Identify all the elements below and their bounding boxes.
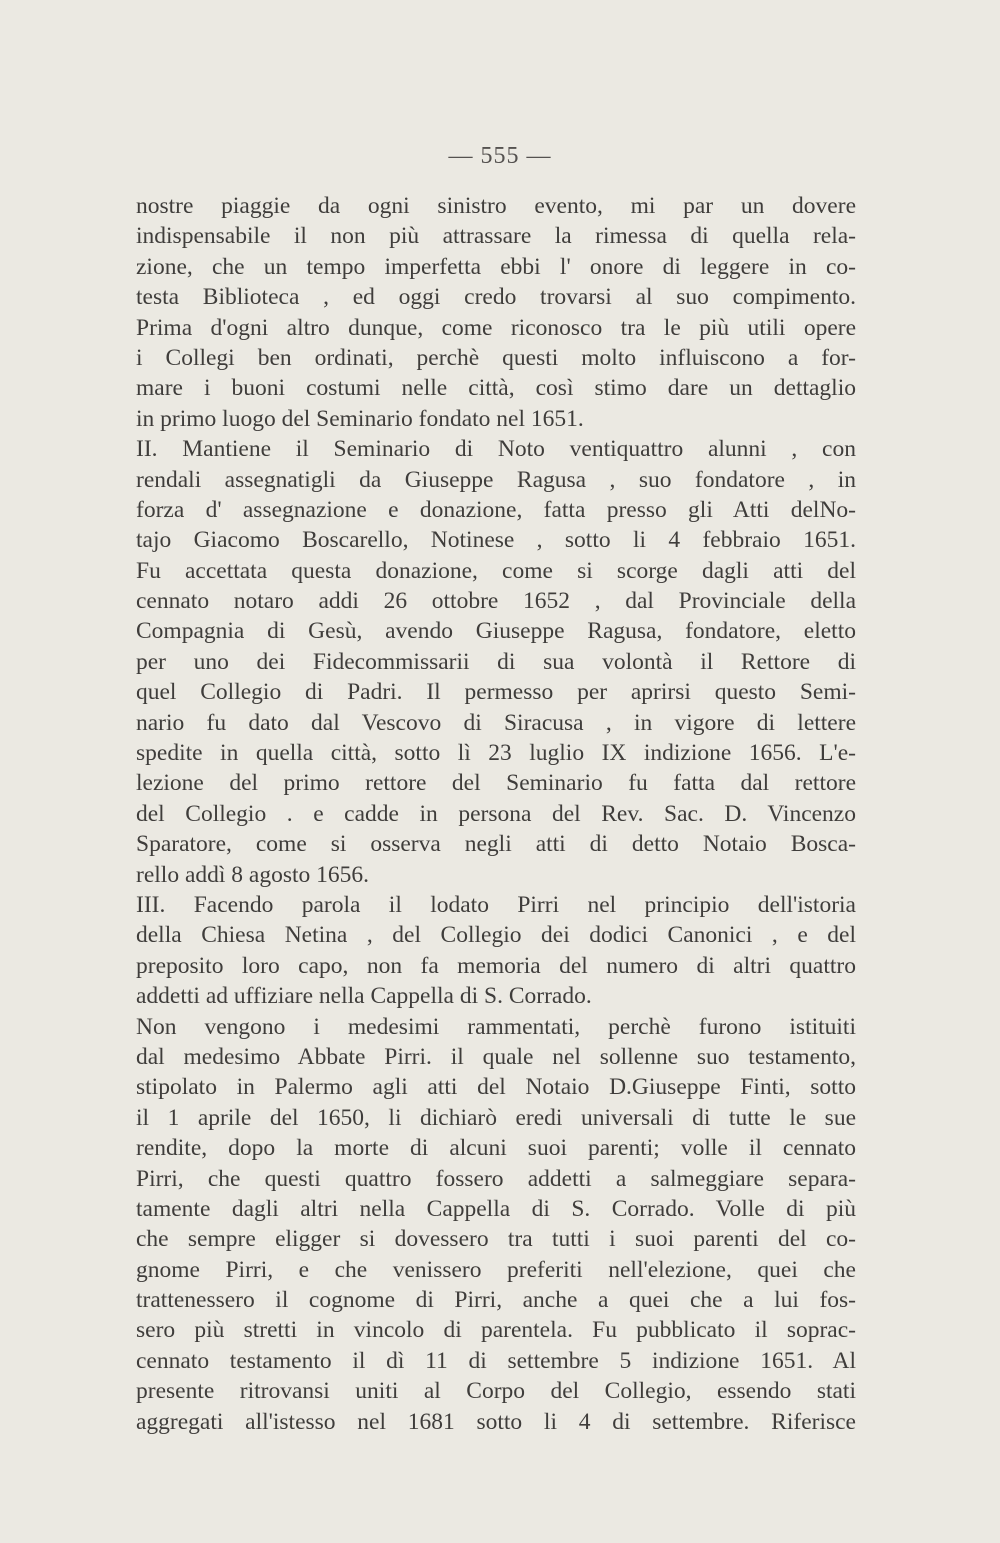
text-line: per uno dei Fidecommissarii di sua volontà il Rettore di bbox=[136, 648, 856, 675]
text-line: che sempre eligger si dovessero tra tutti i suoi parenti del co- bbox=[136, 1226, 856, 1253]
text-line: del Collegio . e cadde in persona del Rev. Sac. D. Vincenzo bbox=[136, 800, 856, 827]
text-line: zione, che un tempo imperfetta ebbi l' onore di leggere in co- bbox=[136, 253, 856, 280]
text-line: mare i buoni costumi nelle città, così stimo dare un dettaglio bbox=[136, 375, 856, 402]
text-line: gnome Pirri, e che venissero preferiti nell'elezione, quei che bbox=[136, 1256, 856, 1283]
text-line: aggregati all'istesso nel 1681 sotto li 4 di settembre. Riferisce bbox=[136, 1408, 856, 1435]
text-line: Sparatore, come si osserva negli atti di detto Notaio Bosca- bbox=[136, 831, 856, 858]
text-line: rendite, dopo la morte di alcuni suoi parenti; volle il cennato bbox=[136, 1135, 856, 1162]
text-line: tajo Giacomo Boscarello, Notinese , sotto li 4 febbraio 1651. bbox=[136, 527, 856, 554]
text-line: della Chiesa Netina , del Collegio dei dodici Canonici , e del bbox=[136, 922, 856, 949]
text-line: il 1 aprile del 1650, li dichiarò eredi universali di tutte le sue bbox=[136, 1104, 856, 1131]
text-line: rendali assegnatigli da Giuseppe Ragusa , suo fondatore , in bbox=[136, 466, 856, 493]
text-line: Compagnia di Gesù, avendo Giuseppe Ragusa, fondatore, eletto bbox=[136, 618, 856, 645]
text-line: II. Mantiene il Seminario di Noto ventiquattro alunni , con bbox=[136, 436, 856, 463]
text-line: III. Facendo parola il lodato Pirri nel principio dell'istoria bbox=[136, 891, 856, 918]
text-line: spedite in quella città, sotto lì 23 luglio IX indizione 1656. L'e- bbox=[136, 740, 856, 767]
text-line: lezione del primo rettore del Seminario fu fatta dal rettore bbox=[136, 770, 856, 797]
page-number: — 555 — bbox=[448, 143, 552, 169]
text-line: quel Collegio di Padri. Il permesso per aprirsi questo Semi- bbox=[136, 679, 856, 706]
text-line: Prima d'ogni altro dunque, come riconosco tra le più utili opere bbox=[136, 314, 856, 341]
text-line: cennato testamento il dì 11 di settembre 5 indizione 1651. Al bbox=[136, 1347, 856, 1374]
text-line: sero più stretti in vincolo di parentela. Fu pubblicato il soprac- bbox=[136, 1317, 856, 1344]
text-line: preposito loro capo, non fa memoria del numero di altri quattro bbox=[136, 952, 856, 979]
body-text bbox=[136, 191, 856, 1437]
text-line: Fu accettata questa donazione, come si scorge dagli atti del bbox=[136, 557, 856, 584]
text-line: testa Biblioteca , ed oggi credo trovarsi al suo compimento. bbox=[136, 284, 856, 311]
text-line: i Collegi ben ordinati, perchè questi molto influiscono a for- bbox=[136, 344, 856, 371]
text-line: dal medesimo Abbate Pirri. il quale nel sollenne suo testamento, bbox=[136, 1043, 856, 1070]
text-line: stipolato in Palermo agli atti del Notaio D.Giuseppe Finti, sotto bbox=[136, 1074, 856, 1101]
text-line: presente ritrovansi uniti al Corpo del Collegio, essendo stati bbox=[136, 1378, 856, 1405]
text-line: addetti ad uffiziare nella Cappella di S. Corrado. bbox=[136, 983, 592, 1010]
text-line: indispensabile il non più attrassare la rimessa di quella rela- bbox=[136, 223, 856, 250]
text-line: trattenessero il cognome di Pirri, anche a quei che a lui fos- bbox=[136, 1287, 856, 1314]
text-line: nario fu dato dal Vescovo di Siracusa , in vigore di lettere bbox=[136, 709, 856, 736]
text-line: Non vengono i medesimi rammentati, perchè furono istituiti bbox=[136, 1013, 856, 1040]
text-line: rello addì 8 agosto 1656. bbox=[136, 861, 370, 888]
text-line: in primo luogo del Seminario fondato nel 1651. bbox=[136, 405, 584, 432]
text-line: Pirri, che questi quattro fossero addetti a salmeggiare separa- bbox=[136, 1165, 856, 1192]
text-line: cennato notaro addi 26 ottobre 1652 , dal Provinciale della bbox=[136, 588, 856, 615]
text-line: forza d' assegnazione e donazione, fatta presso gli Atti delNo- bbox=[136, 496, 856, 523]
text-line: tamente dagli altri nella Cappella di S. Corrado. Volle di più bbox=[136, 1195, 856, 1222]
text-line: nostre piaggie da ogni sinistro evento, mi par un dovere bbox=[136, 193, 856, 219]
